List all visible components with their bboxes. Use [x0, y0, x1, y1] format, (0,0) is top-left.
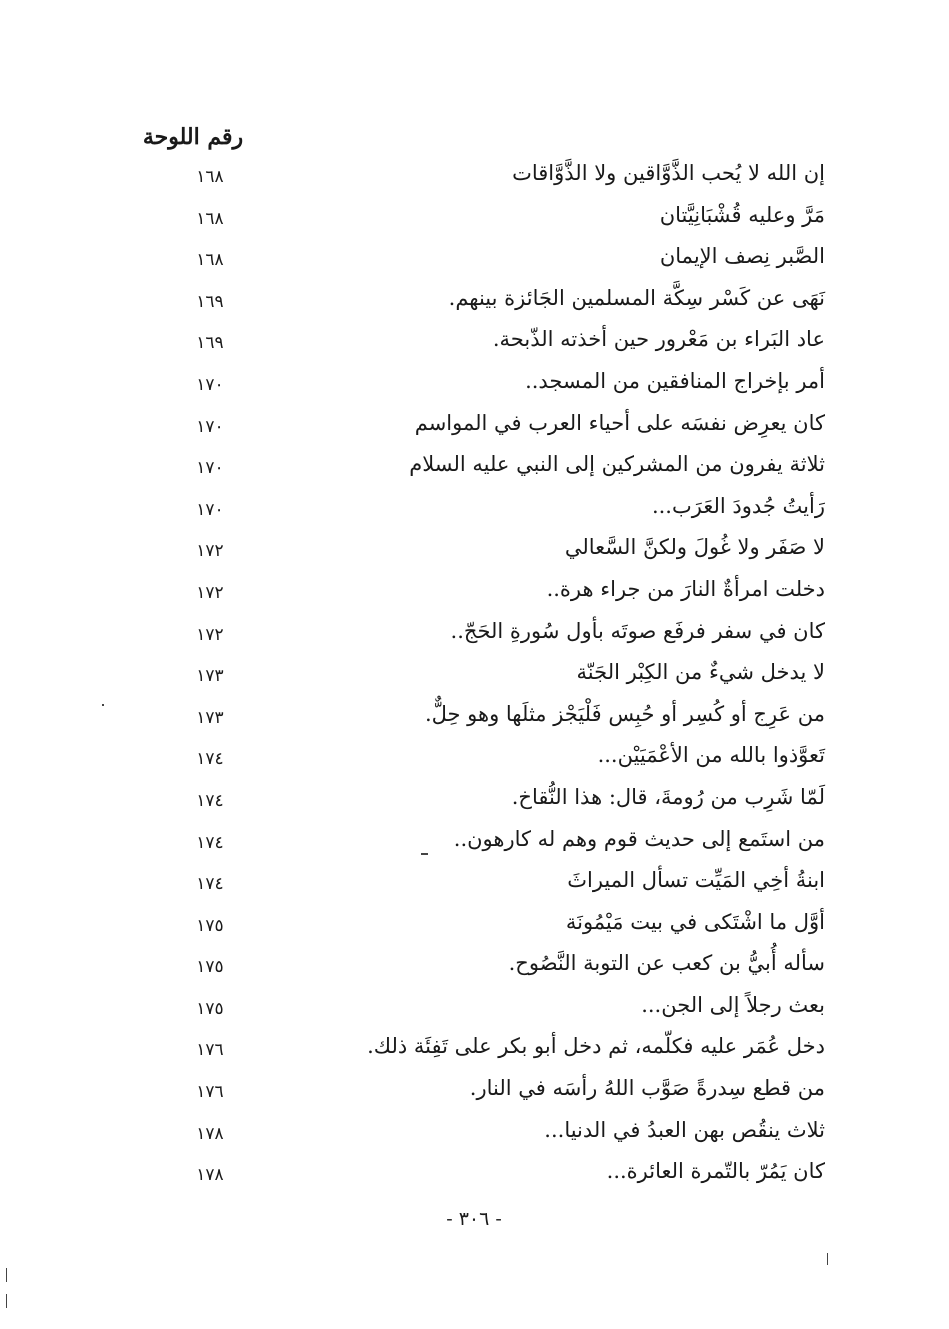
index-entry [150, 240, 825, 282]
index-entry [150, 989, 825, 1031]
entry-text: تَعوَّذوا بالله من الأعْمَيَيْن... [597, 743, 825, 768]
entry-text: سأله أُبيُّ بن كعب عن التوبة النَّصُوح. [508, 951, 825, 976]
entry-plate-number: ١٧٠ [196, 374, 224, 395]
entry-plate-number: ١٧٥ [196, 957, 224, 978]
entry-plate-number: ١٧٥ [196, 998, 224, 1019]
entry-plate-number: ١٧٣ [196, 666, 224, 687]
entry-text: مَرَّ وعليه قُشْبَانِيَّتان [659, 202, 825, 227]
index-entry [150, 823, 825, 865]
page-number: - ٣٠٦ - [446, 1208, 502, 1230]
entry-text: لا صَفَر ولا غُولَ ولكنَّ السَّعالي [564, 535, 825, 560]
entry-plate-number: ١٦٨ [196, 167, 224, 187]
index-entry [150, 739, 825, 781]
index-entry [150, 781, 825, 823]
index-entry [150, 615, 825, 657]
index-entry [150, 947, 825, 989]
entry-text: ثلاث ينقُص بهن العبدُ في الدنيا... [544, 1117, 825, 1142]
entry-plate-number: ١٧٥ [196, 915, 224, 936]
scan-speck [421, 853, 428, 855]
index-entry [150, 323, 825, 365]
entry-plate-number: ١٦٨ [196, 250, 224, 271]
entry-text: لا يدخل شيءٌ من الكِبْر الجَنّة [576, 660, 825, 685]
entry-text: من عَرِج أو كُسِر أو حُبِس فَلْيَجْز مثلَها وهو حِلٌّ. [424, 701, 825, 726]
entry-text: من قطع سِدرةً صَوَّب اللهُ رأسَه في النار. [469, 1076, 825, 1101]
entry-plate-number: ١٦٨ [196, 208, 224, 229]
hadith-index-list [150, 157, 825, 1197]
index-entry [150, 864, 825, 906]
index-entry [150, 656, 825, 698]
index-entry [150, 490, 825, 532]
entry-text: ابنةُ أخِي المَيِّت تسأل الميراثَ [567, 868, 825, 893]
index-entry [150, 407, 825, 449]
index-entry [150, 282, 825, 324]
entry-plate-number: ١٧٤ [196, 749, 224, 770]
entry-text: عاد البَراء بن مَعْرور حين أخذته الذّبحة. [492, 327, 825, 352]
entry-plate-number: ١٧٨ [196, 1123, 224, 1144]
scan-speck [6, 1294, 7, 1308]
entry-plate-number: ١٧٢ [196, 624, 224, 645]
entry-text: كان يَمُرّ بالتّمرة العائرة... [606, 1159, 825, 1184]
entry-text: نَهَى عن كَسْر سِكَّة المسلمين الجَائزة بينهم. [448, 285, 825, 310]
entry-plate-number: ١٧٣ [196, 707, 224, 728]
entry-plate-number: ١٧٠ [196, 458, 224, 479]
entry-text: من استَمع إلى حديث قوم وهم له كارهون.. [453, 826, 825, 851]
entry-plate-number: ١٧٦ [196, 1040, 224, 1061]
index-entry [150, 199, 825, 241]
entry-plate-number: ١٧٤ [196, 874, 224, 895]
entry-plate-number: ١٧٢ [196, 582, 224, 603]
index-entry [150, 1155, 825, 1197]
entry-text: ثلاثة يفرون من المشركين إلى النبي عليه السلام [409, 452, 825, 477]
entry-plate-number: ١٦٩ [196, 291, 224, 312]
entry-plate-number: ١٧٠ [196, 499, 224, 520]
entry-text: كان يعرِض نفسَه على أحياء العرب في المواسم [414, 410, 825, 435]
entry-plate-number: ١٧٨ [196, 1165, 224, 1186]
index-entry [150, 906, 825, 948]
entry-text: أمر بإخراج المنافقين من المسجد.. [525, 368, 825, 393]
scan-speck [827, 1253, 828, 1265]
index-entry [150, 448, 825, 490]
entry-plate-number: ١٧٦ [196, 1082, 224, 1103]
entry-plate-number: ١٦٩ [196, 333, 224, 354]
index-entry [150, 1072, 825, 1114]
scan-speck [102, 704, 104, 706]
entry-plate-number: ١٧٤ [196, 790, 224, 811]
entry-plate-number: ١٧٠ [196, 416, 224, 437]
plate-number-column-header: رقم اللوحة [142, 124, 244, 150]
entry-plate-number: ١٧٤ [196, 832, 224, 853]
entry-text: الصَّبر نِصف الإيمان [659, 244, 825, 269]
scan-speck [6, 1268, 7, 1282]
entry-text: إن الله لا يُحب الذَّوَّاقين ولا الذَّوَّاقات [512, 161, 825, 185]
index-entry [150, 1114, 825, 1156]
entry-text: لَمّا شَرِب من رُومةَ، قال: هذا النُّقاخ. [511, 784, 825, 809]
entry-text: دخلت امرأةٌ النارَ من جراء هرة.. [546, 576, 825, 601]
entry-text: دخل عُمَر عليه فكلّمه، ثم دخل أبو بكر على تَفِئَة ذلك. [367, 1034, 825, 1059]
index-entry [150, 531, 825, 573]
entry-text: رَأيتُ جُدودَ العَرَب... [651, 493, 825, 518]
entry-text: بعث رجلاً إلى الجن... [641, 992, 825, 1017]
entry-plate-number: ١٧٢ [196, 541, 224, 562]
index-entry [150, 365, 825, 407]
entry-text: كان في سفر فرفَع صوتَه بأول سُورةِ الحَجّ.. [450, 618, 825, 643]
index-entry [150, 1030, 825, 1072]
index-entry [150, 157, 825, 199]
entry-text: أوَّل ما اشْتَكى في بيت مَيْمُونَة [565, 909, 825, 934]
index-entry [150, 573, 825, 615]
index-entry [150, 698, 825, 740]
